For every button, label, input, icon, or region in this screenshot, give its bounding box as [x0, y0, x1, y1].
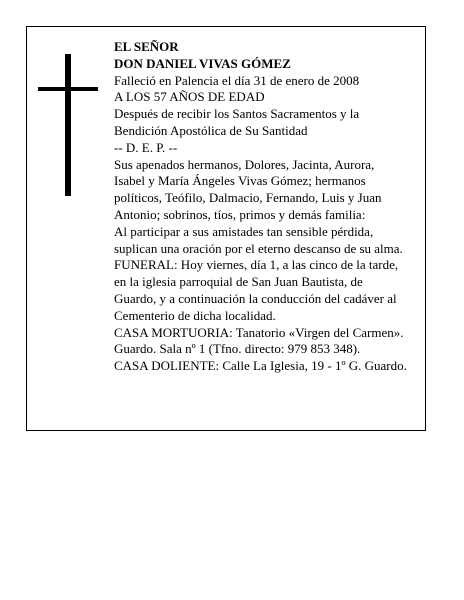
family-line-2: Isabel y María Ángeles Vivas Gómez; hermanos — [114, 173, 366, 189]
mortuary-line-1: CASA MORTUORIA: Tanatorio «Virgen del Carmen». — [114, 324, 404, 340]
deceased-title: EL SEÑOR — [114, 39, 179, 54]
funeral-line-4: Cementerio de dicha localidad. — [114, 307, 276, 323]
mortuary-line-2: Guardo. Sala nº 1 (Tfno. directo: 979 853 348). — [114, 341, 361, 357]
cross-vertical-bar — [65, 54, 71, 196]
sacraments-line-1: Después de recibir los Santos Sacramentos y la — [114, 106, 360, 122]
obituary-text — [114, 39, 424, 375]
family-line-3: políticos, Teófilo, Dalmacio, Fernando, Luis y Juan — [114, 190, 382, 206]
family-line-4: Antonio; sobrinos, tíos, primos y demás familia: — [114, 206, 366, 222]
funeral-line-2: en la iglesia parroquial de San Juan Bautista, de — [114, 274, 363, 290]
cross-horizontal-bar — [38, 87, 98, 91]
rip-line: -- D. E. P. -- — [114, 139, 178, 155]
deceased-name: DON DANIEL VIVAS GÓMEZ — [114, 55, 291, 71]
sacraments-line-2: Bendición Apostólica de Su Santidad — [114, 122, 308, 138]
request-line-2: suplican una oración por el eterno descanso de su alma. — [114, 240, 403, 256]
family-line-1: Sus apenados hermanos, Dolores, Jacinta, Aurora, — [114, 156, 375, 172]
funeral-line-1: FUNERAL: Hoy viernes, día 1, a las cinco de la tarde, — [114, 257, 399, 273]
age-line: A LOS 57 AÑOS DE EDAD — [114, 89, 265, 105]
death-date-line: Falleció en Palencia el día 31 de enero de 2008 — [114, 72, 360, 88]
funeral-line-3: Guardo, y a continuación la conducción del cadáver al — [114, 290, 397, 306]
grieving-house-line: CASA DOLIENTE: Calle La Iglesia, 19 - 1º G. Guardo. — [114, 358, 407, 374]
request-line-1: Al participar a sus amistades tan sensible pérdida, — [114, 223, 374, 239]
cross-icon — [38, 54, 98, 196]
